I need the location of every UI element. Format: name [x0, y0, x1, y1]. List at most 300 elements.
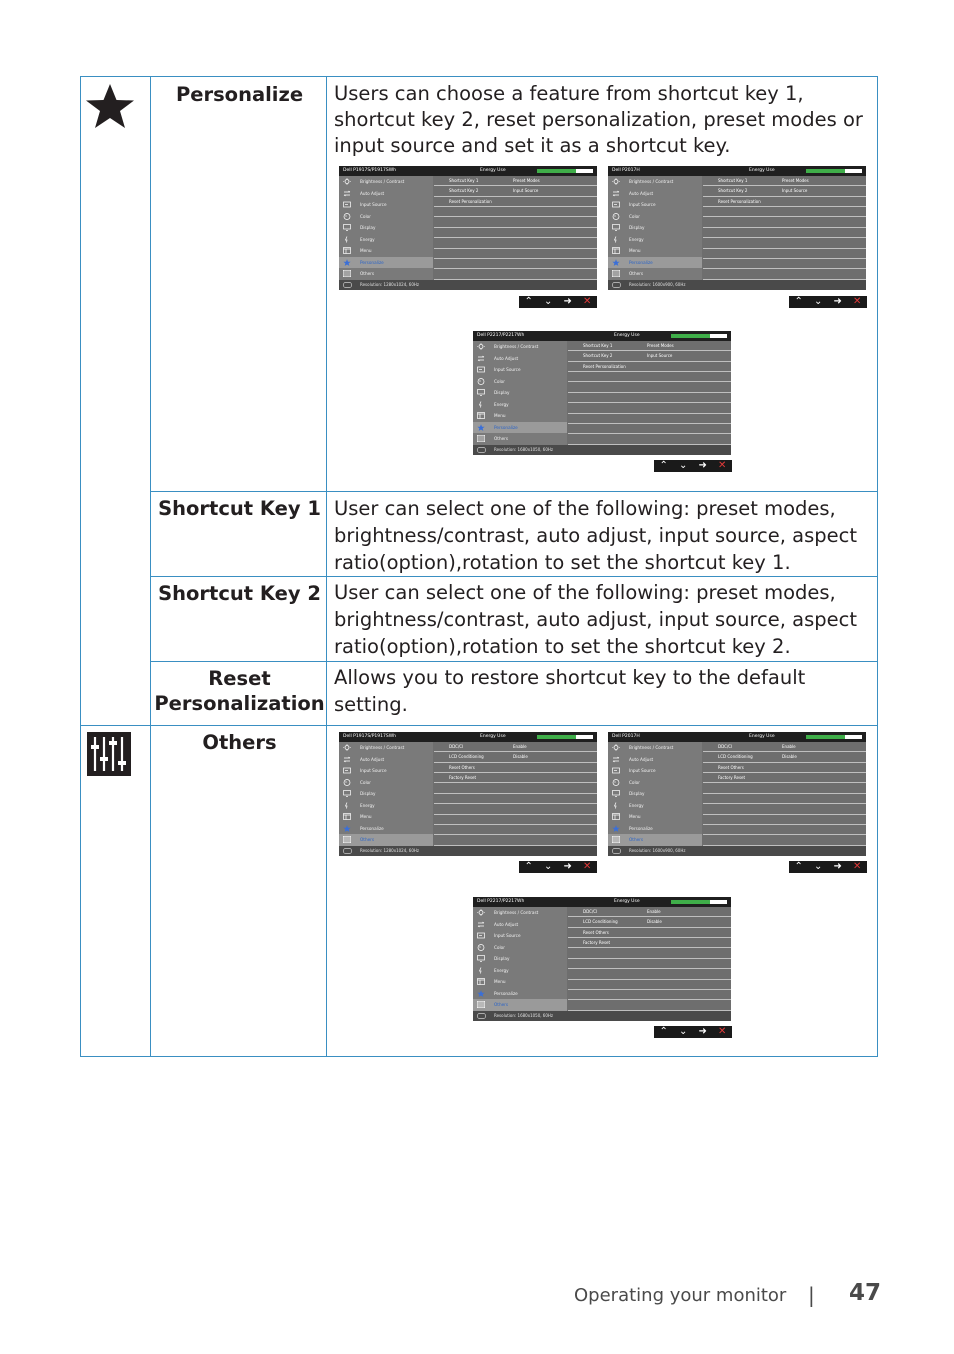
close-icon: ✕ — [853, 861, 862, 872]
menu-icon — [343, 813, 351, 820]
osd-option-label: Reset Personalization — [449, 198, 492, 204]
osd-menu-label: Personalize — [629, 259, 653, 265]
osd-option-label: LCD Conditioning — [718, 754, 753, 760]
osd-menu-item — [473, 341, 567, 353]
osd-menu-label: Brightness / Contrast — [629, 745, 674, 750]
osd-submenu-row — [434, 763, 597, 773]
osd-menu — [608, 176, 702, 280]
osd-energy-label: Energy Use — [614, 899, 640, 904]
osd-submenu-row — [434, 186, 597, 196]
osd-option-label: LCD Conditioning — [449, 754, 484, 760]
osd-menu-label: Auto Adjust — [360, 756, 385, 762]
osd-menu — [473, 341, 567, 445]
osd-submenu-row — [568, 938, 731, 948]
osd-menu-label: Personalize — [629, 825, 653, 831]
osd-menu-label: Display — [360, 791, 376, 796]
osd-menu-item — [473, 953, 567, 965]
osd-button-bar — [519, 861, 597, 873]
chevron-down-icon: ⌄ — [679, 1026, 688, 1037]
osd-menu-item — [473, 965, 567, 977]
osd-option-label: Shortcut Key 1 — [449, 178, 479, 183]
osd-option-label: Factory Reset — [449, 775, 477, 781]
energy-icon — [477, 401, 485, 408]
osd-menu-item — [339, 245, 433, 257]
osd-status-bar — [473, 445, 731, 455]
color-icon — [612, 779, 620, 786]
osd-status-bar — [608, 280, 866, 290]
input-source-icon — [343, 201, 351, 208]
osd-menu-item — [339, 188, 433, 200]
osd-option-value: Preset Modes — [647, 343, 674, 348]
osd-submenu-row — [434, 773, 597, 783]
osd-submenu-row — [568, 435, 731, 445]
osd-status-bar — [339, 280, 597, 290]
row-divider — [151, 576, 877, 577]
osd-submenu-row — [568, 959, 731, 969]
osd-title-bar — [608, 166, 866, 176]
osd-menu-label: Input Source — [360, 768, 387, 773]
osd-option-label: Shortcut Key 2 — [718, 188, 748, 194]
chevron-up-icon: ⌃ — [659, 1026, 668, 1037]
osd-option-label: Factory Reset — [718, 775, 746, 781]
osd-menu-label: Auto Adjust — [494, 355, 519, 361]
auto-adjust-icon — [612, 190, 620, 197]
osd-menu-item — [608, 222, 702, 234]
osd-option-label: Reset Others — [449, 764, 475, 770]
osd-submenu-row — [568, 907, 731, 917]
osd-submenu-row — [703, 176, 866, 186]
close-icon: ✕ — [853, 296, 862, 307]
color-icon — [477, 944, 485, 951]
color-icon — [612, 213, 620, 220]
osd-title-bar — [339, 166, 597, 176]
resolution-icon — [612, 848, 621, 854]
osd-menu-label: Color — [360, 213, 371, 219]
chevron-down-icon: ⌄ — [544, 861, 553, 872]
osd-option-value: Disable — [782, 754, 797, 760]
osd-submenu-row — [434, 804, 597, 814]
chevron-up-icon: ⌃ — [794, 861, 803, 872]
osd-menu-label: Input Source — [494, 933, 521, 938]
osd-menu-item — [339, 742, 433, 754]
chevron-down-icon: ⌄ — [544, 296, 553, 307]
osd-menu-item — [608, 800, 702, 812]
osd-button-bar — [789, 861, 867, 873]
star-icon — [84, 80, 136, 132]
chevron-up-icon: ⌃ — [524, 861, 533, 872]
osd-menu-label: Personalize — [494, 990, 518, 996]
osd-menu-item — [608, 742, 702, 754]
osd-submenu-row — [568, 372, 731, 382]
osd-submenu-row — [568, 1001, 731, 1011]
osd-menu-item — [473, 930, 567, 942]
energy-icon — [343, 802, 351, 809]
osd-menu-label: Brightness / Contrast — [360, 745, 405, 750]
arrow-right-icon: ➜ — [563, 861, 572, 872]
personalize-icon — [477, 990, 485, 997]
osd-menu-label: Menu — [360, 814, 372, 819]
osd-menu-item — [339, 234, 433, 246]
osd-submenu — [568, 341, 731, 445]
osd-energy-label: Energy Use — [480, 734, 506, 739]
osd-menu-label: Energy — [494, 401, 509, 407]
arrow-right-icon: ➜ — [698, 1026, 707, 1037]
close-icon: ✕ — [718, 460, 727, 471]
osd-menu-label: Menu — [629, 248, 641, 253]
osd-submenu-row — [703, 784, 866, 794]
osd-submenu-row — [703, 794, 866, 804]
resolution-icon — [343, 848, 352, 854]
osd-submenu-row — [568, 341, 731, 351]
personalize-icon — [343, 259, 351, 266]
color-icon — [343, 779, 351, 786]
osd-submenu-row — [568, 383, 731, 393]
osd-menu-label: Input Source — [494, 367, 521, 372]
osd-menu-item — [608, 234, 702, 246]
osd-menu-label: Display — [629, 225, 645, 230]
osd-submenu-row — [434, 207, 597, 217]
osd-menu-item — [339, 834, 433, 846]
setting-desc-reset-personalization: Allows you to restore shortcut key to the default setting. — [334, 666, 806, 716]
energy-icon — [343, 236, 351, 243]
osd-submenu-row — [434, 784, 597, 794]
row-divider — [81, 725, 877, 726]
osd-submenu-row — [703, 763, 866, 773]
osd-menu-item — [473, 353, 567, 365]
energy-meter — [671, 900, 727, 904]
osd-submenu-row — [568, 393, 731, 403]
osd-menu-item — [339, 754, 433, 766]
osd-button-bar — [789, 296, 867, 308]
osd-submenu-row — [434, 270, 597, 280]
personalize-icon — [343, 825, 351, 832]
auto-adjust-icon — [477, 921, 485, 928]
brightness-icon — [612, 178, 620, 185]
menu-icon — [612, 247, 620, 254]
brightness-icon — [612, 744, 620, 751]
footer-section-title: Operating your monitor — [574, 1285, 787, 1306]
osd-menu-label: Color — [360, 779, 371, 785]
osd-submenu-row — [434, 742, 597, 752]
osd-menu-item — [608, 176, 702, 188]
osd-menu-item — [608, 777, 702, 789]
osd-button-bar — [654, 1026, 732, 1038]
osd-screenshot — [473, 897, 731, 1021]
osd-submenu-row — [434, 249, 597, 259]
energy-meter — [537, 735, 593, 739]
osd-menu-item — [473, 364, 567, 376]
display-icon — [612, 224, 620, 231]
osd-option-value: Preset Modes — [513, 178, 540, 183]
osd-menu-item — [339, 823, 433, 835]
osd-menu — [339, 742, 433, 846]
osd-title-bar — [339, 732, 597, 742]
osd-menu-label: Brightness / Contrast — [360, 179, 405, 184]
osd-submenu-row — [434, 228, 597, 238]
osd-menu-label: Energy — [629, 236, 644, 242]
osd-submenu-row — [434, 794, 597, 804]
setting-desc-personalize: Users can choose a feature from shortcut key 1, shortcut key 2, reset personalization, preset modes or input source and set it as a shortcut key. — [334, 82, 863, 157]
osd-option-label: DDC/CI — [449, 744, 464, 749]
osd-status-bar — [608, 846, 866, 856]
osd-menu-label: Energy — [360, 236, 375, 242]
osd-resolution: Resolution: 1680x1050, 60Hz — [494, 447, 553, 452]
osd-button-bar — [519, 296, 597, 308]
osd-energy-label: Energy Use — [480, 168, 506, 173]
setting-name-reset-personalization: Reset Personalization — [154, 667, 325, 715]
osd-submenu-row — [434, 836, 597, 846]
osd-model-name: Dell P1917S/P1917SWh — [343, 168, 397, 173]
osd-energy-label: Energy Use — [749, 168, 775, 173]
osd-submenu-row — [703, 752, 866, 762]
osd-submenu — [568, 907, 731, 1011]
osd-submenu-row — [703, 815, 866, 825]
osd-resolution: Resolution: 1600x900, 60Hz — [629, 282, 686, 287]
osd-menu-label: Auto Adjust — [360, 190, 385, 196]
osd-model-name: Dell P2217/P2217Wh — [477, 899, 525, 904]
osd-submenu-row — [434, 259, 597, 269]
osd-menu-item — [608, 257, 702, 269]
osd-submenu-row — [568, 424, 731, 434]
osd-menu-label: Brightness / Contrast — [629, 179, 674, 184]
osd-submenu-row — [568, 980, 731, 990]
brightness-icon — [343, 744, 351, 751]
osd-option-label: Reset Others — [718, 764, 744, 770]
osd-option-label: Reset Personalization — [718, 198, 761, 204]
osd-submenu-row — [434, 218, 597, 228]
display-icon — [343, 224, 351, 231]
others-icon — [612, 270, 620, 277]
osd-menu-item — [473, 999, 567, 1011]
setting-desc-shortcut-key-2: User can select one of the following: preset modes, brightness/contrast, auto adjust, input source, aspect ratio(option),rotation to set the shortcut key 2. — [334, 581, 858, 658]
osd-menu-label: Personalize — [360, 259, 384, 265]
osd-option-value: Input Source — [647, 353, 673, 359]
osd-menu-item — [339, 788, 433, 800]
input-source-icon — [477, 932, 485, 939]
osd-option-label: Shortcut Key 2 — [583, 353, 613, 359]
arrow-right-icon: ➜ — [698, 460, 707, 471]
osd-option-value: Enable — [782, 744, 796, 749]
osd-option-value: Disable — [513, 754, 528, 760]
osd-submenu-row — [434, 752, 597, 762]
osd-menu-item — [473, 942, 567, 954]
osd-menu-item — [339, 257, 433, 269]
osd-submenu-row — [568, 928, 731, 938]
osd-menu-item — [608, 268, 702, 280]
osd-menu-item — [339, 199, 433, 211]
osd-screenshot — [473, 331, 731, 455]
osd-menu-label: Auto Adjust — [629, 756, 654, 762]
osd-menu-item — [473, 399, 567, 411]
osd-menu-label: Auto Adjust — [629, 190, 654, 196]
osd-menu-label: Others — [360, 837, 375, 842]
osd-menu — [473, 907, 567, 1011]
osd-menu-label: Color — [629, 213, 640, 219]
osd-title-bar — [473, 897, 731, 907]
energy-meter — [806, 169, 862, 173]
display-icon — [612, 790, 620, 797]
auto-adjust-icon — [612, 756, 620, 763]
energy-icon — [612, 236, 620, 243]
osd-submenu-row — [703, 804, 866, 814]
osd-menu-label: Input Source — [360, 202, 387, 207]
osd-menu-label: Display — [494, 956, 510, 961]
auto-adjust-icon — [343, 190, 351, 197]
osd-menu-label: Others — [629, 837, 644, 842]
color-icon — [343, 213, 351, 220]
osd-status-bar — [339, 846, 597, 856]
osd-submenu-row — [703, 259, 866, 269]
setting-name-shortcut-key-2: Shortcut Key 2 — [158, 582, 321, 605]
chevron-down-icon: ⌄ — [814, 296, 823, 307]
others-icon — [477, 435, 485, 442]
osd-button-bar — [654, 460, 732, 472]
osd-menu-label: Menu — [494, 413, 506, 418]
osd-resolution: Resolution: 1280x1024, 60Hz — [360, 848, 419, 853]
close-icon: ✕ — [718, 1026, 727, 1037]
osd-menu-item — [473, 433, 567, 445]
energy-icon — [612, 802, 620, 809]
osd-menu-label: Energy — [360, 802, 375, 808]
display-icon — [343, 790, 351, 797]
osd-submenu — [434, 742, 597, 846]
osd-submenu-row — [703, 238, 866, 248]
osd-submenu-row — [568, 949, 731, 959]
chevron-up-icon: ⌃ — [659, 460, 668, 471]
resolution-icon — [343, 282, 352, 288]
arrow-right-icon: ➜ — [833, 296, 842, 307]
osd-menu-label: Others — [494, 1002, 509, 1007]
arrow-right-icon: ➜ — [563, 296, 572, 307]
osd-screenshot — [608, 732, 866, 856]
brightness-icon — [477, 343, 485, 350]
display-icon — [477, 955, 485, 962]
setting-desc-shortcut-key-1: User can select one of the following: preset modes, brightness/contrast, auto adjust, input source, aspect ratio(option),rotation to set the shortcut key 1. — [334, 497, 858, 574]
osd-submenu-row — [703, 270, 866, 280]
osd-submenu-row — [703, 773, 866, 783]
menu-icon — [477, 412, 485, 419]
osd-menu-label: Menu — [629, 814, 641, 819]
osd-menu-item — [608, 199, 702, 211]
osd-submenu-row — [568, 414, 731, 424]
osd-submenu-row — [703, 825, 866, 835]
osd-title-bar — [608, 732, 866, 742]
osd-resolution: Resolution: 1600x900, 60Hz — [629, 848, 686, 853]
osd-option-label: DDC/CI — [718, 744, 733, 749]
osd-menu-label: Display — [629, 791, 645, 796]
osd-option-value: Enable — [513, 744, 527, 749]
osd-submenu-row — [703, 836, 866, 846]
menu-icon — [343, 247, 351, 254]
osd-submenu-row — [703, 228, 866, 238]
input-source-icon — [343, 767, 351, 774]
osd-menu-item — [473, 976, 567, 988]
close-icon: ✕ — [583, 296, 592, 307]
osd-option-value: Preset Modes — [782, 178, 809, 183]
osd-submenu-row — [568, 969, 731, 979]
osd-menu-item — [339, 222, 433, 234]
osd-energy-label: Energy Use — [614, 333, 640, 338]
osd-menu-label: Energy — [494, 967, 509, 973]
osd-screenshot — [339, 166, 597, 290]
personalize-icon — [477, 424, 485, 431]
osd-menu-item — [473, 988, 567, 1000]
resolution-icon — [612, 282, 621, 288]
osd-menu-item — [473, 376, 567, 388]
osd-submenu-row — [703, 186, 866, 196]
osd-option-value: Input Source — [513, 188, 539, 194]
osd-menu-item — [608, 765, 702, 777]
osd-menu-item — [339, 176, 433, 188]
osd-menu-label: Brightness / Contrast — [494, 910, 539, 915]
personalize-icon — [612, 259, 620, 266]
osd-menu-item — [608, 211, 702, 223]
osd-menu-label: Brightness / Contrast — [494, 344, 539, 349]
osd-menu-item — [339, 765, 433, 777]
osd-option-label: Shortcut Key 1 — [718, 178, 748, 183]
osd-option-label: LCD Conditioning — [583, 919, 618, 925]
others-icon — [612, 836, 620, 843]
osd-resolution: Resolution: 1680x1050, 60Hz — [494, 1013, 553, 1018]
osd-menu-label: Color — [629, 779, 640, 785]
menu-icon — [612, 813, 620, 820]
osd-menu-label: Others — [494, 436, 509, 441]
osd-menu-label: Input Source — [629, 202, 656, 207]
osd-menu — [608, 742, 702, 846]
osd-menu-item — [339, 811, 433, 823]
resolution-icon — [477, 447, 486, 453]
osd-submenu-row — [703, 249, 866, 259]
osd-screenshot — [608, 166, 866, 290]
setting-name-others: Others — [202, 731, 277, 754]
column-divider — [326, 77, 327, 1056]
osd-menu-label: Color — [494, 378, 505, 384]
osd-menu-item — [473, 422, 567, 434]
osd-menu-item — [608, 754, 702, 766]
osd-submenu — [703, 176, 866, 280]
osd-menu-label: Auto Adjust — [494, 921, 519, 927]
osd-model-name: Dell P2017H — [612, 734, 640, 739]
osd-menu-label: Display — [494, 390, 510, 395]
osd-menu-item — [608, 823, 702, 835]
osd-option-label: Reset Others — [583, 929, 609, 935]
others-icon — [343, 270, 351, 277]
osd-submenu-row — [703, 742, 866, 752]
chevron-up-icon: ⌃ — [794, 296, 803, 307]
color-icon — [477, 378, 485, 385]
osd-menu-label: Others — [629, 271, 644, 276]
osd-submenu-row — [568, 917, 731, 927]
osd-submenu-row — [703, 218, 866, 228]
osd-option-label: Reset Personalization — [583, 363, 626, 369]
osd-menu-item — [339, 268, 433, 280]
osd-model-name: Dell P2017H — [612, 168, 640, 173]
osd-menu — [339, 176, 433, 280]
osd-model-name: Dell P2217/P2217Wh — [477, 333, 525, 338]
osd-menu-item — [339, 777, 433, 789]
input-source-icon — [612, 201, 620, 208]
chevron-down-icon: ⌄ — [679, 460, 688, 471]
column-divider — [150, 77, 151, 1056]
osd-menu-item — [473, 410, 567, 422]
input-source-icon — [612, 767, 620, 774]
osd-menu-item — [339, 211, 433, 223]
close-icon: ✕ — [583, 861, 592, 872]
osd-menu-label: Others — [360, 271, 375, 276]
setting-name-shortcut-key-1: Shortcut Key 1 — [158, 497, 321, 520]
energy-icon — [477, 967, 485, 974]
setting-name-personalize: Personalize — [175, 83, 304, 106]
